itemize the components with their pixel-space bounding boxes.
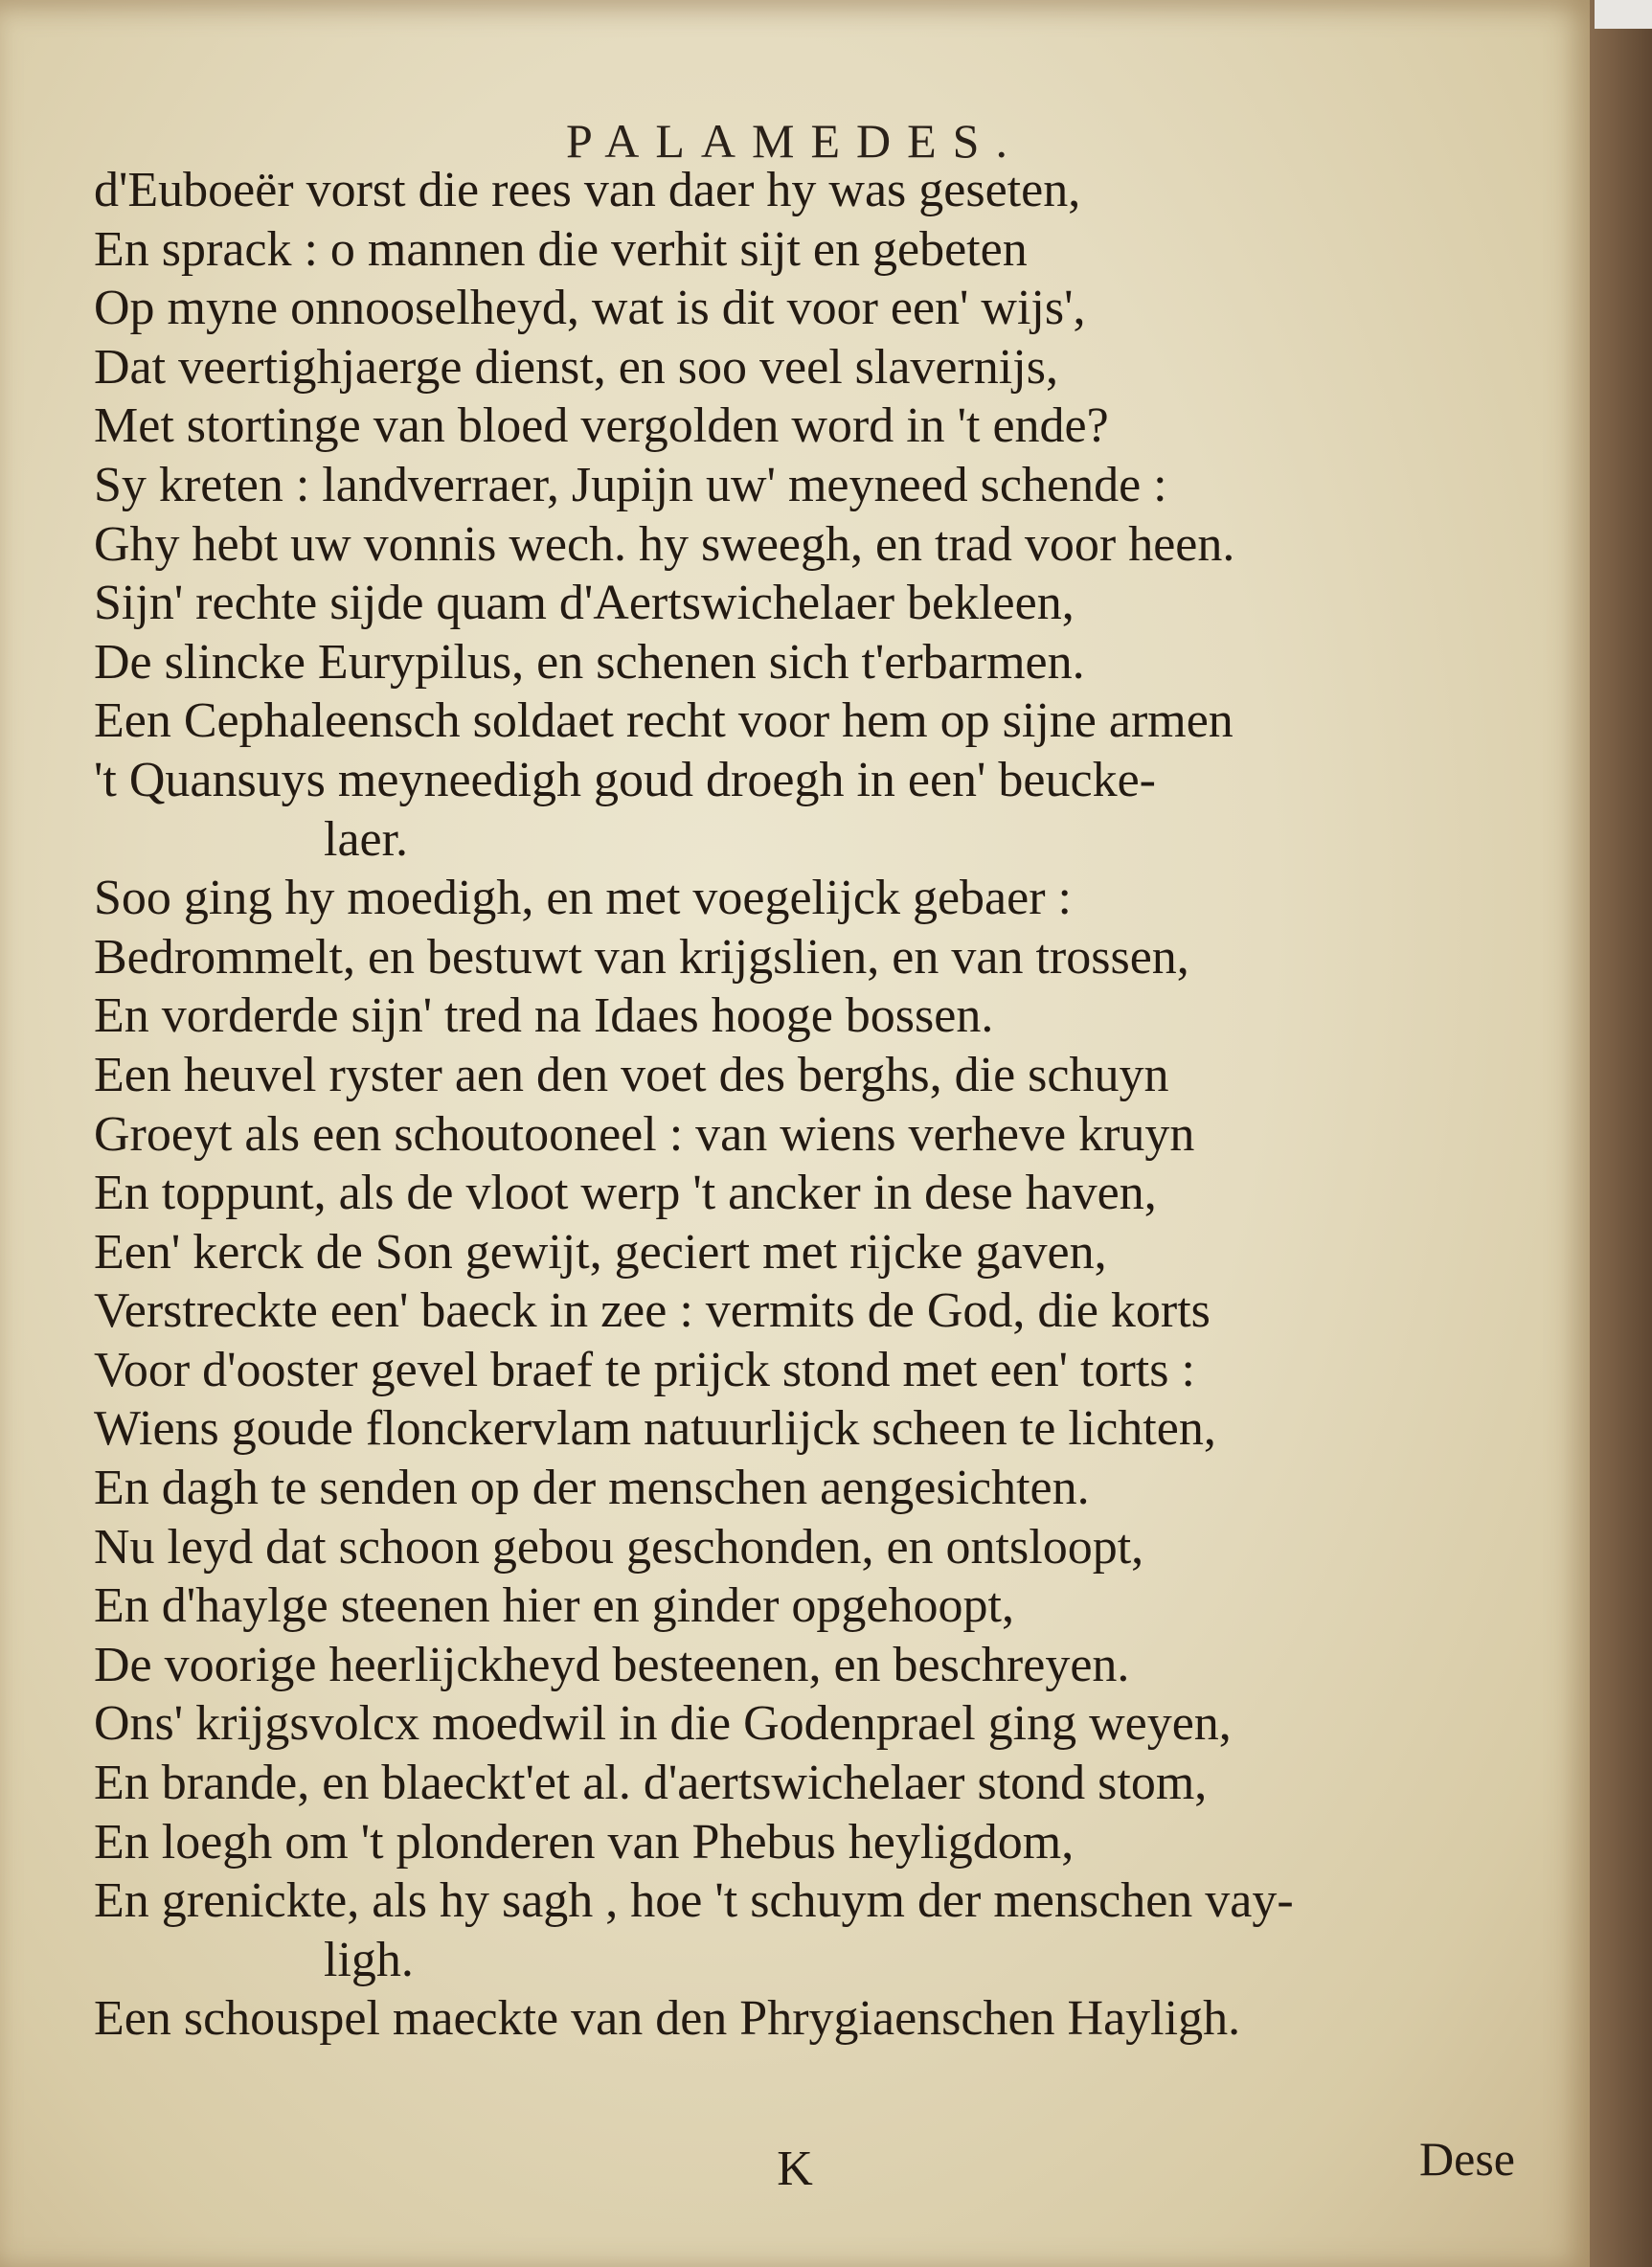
verse-line: En loegh om 't plonderen van Phebus heyligdom, <box>94 1814 1075 1870</box>
verse-line: Een Cephaleensch soldaet recht voor hem op sijne armen <box>94 693 1233 749</box>
verse-line: d'Euboeër vorst die rees van daer hy was geseten, <box>94 163 1081 217</box>
signature-mark: K <box>777 2142 813 2196</box>
verse-line: Groeyt als een schoutooneel : van wiens verheve kruyn <box>94 1106 1195 1162</box>
verse-line: Sijn' rechte sijde quam d'Aertswichelaer bekleen, <box>94 576 1075 631</box>
verse-line: Soo ging hy moedigh, en met voegelijck gebaer : <box>94 871 1072 926</box>
verse-line: En d'haylge steenen hier en ginder opgehoopt, <box>94 1578 1014 1634</box>
verse-line: En vorderde sijn' tred na Idaes hooge bossen. <box>94 988 994 1044</box>
background-strip <box>1595 0 1652 29</box>
verse-line: Dat veertighjaerge dienst, en soo veel slavernijs, <box>94 339 1058 395</box>
verse-line: Wiens goude flonckervlam natuurlijck scheen te lichten, <box>94 1401 1216 1457</box>
verse-line: ligh. <box>324 1932 414 1987</box>
verse-line: En toppunt, als de vloot werp 't ancker in dese haven, <box>94 1166 1157 1221</box>
verse-block <box>94 161 1569 2049</box>
verse-line: Een schouspel maeckte van den Phrygiaenschen Hayligh. <box>94 1991 1241 2047</box>
verse-line: De slincke Eurypilus, en schenen sich t'erbarmen. <box>94 634 1085 690</box>
verse-line: laer. <box>324 811 409 867</box>
verse-line: 't Quansuys meyneedigh goud droegh in een' beucke- <box>94 752 1156 807</box>
verse-line: Een' kerck de Son gewijt, geciert met rijcke gaven, <box>94 1224 1107 1280</box>
verse-line: Met stortinge van bloed vergolden word in 't ende? <box>94 398 1109 454</box>
verse-line: Op myne onnooselheyd, wat is dit voor een' wijs', <box>94 281 1086 336</box>
verse-line: Nu leyd dat schoon gebou geschonden, en ontsloopt, <box>94 1519 1144 1575</box>
verse-line: En grenickte, als hy sagh , hoe 't schuym der menschen vay- <box>94 1873 1294 1929</box>
book-spine-edge <box>1583 0 1652 2267</box>
catchword: Dese <box>1419 2132 1515 2186</box>
verse-line: Een heuvel ryster aen den voet des berghs, die schuyn <box>94 1047 1169 1102</box>
verse-line: Bedrommelt, en bestuwt van krijgslien, en van trossen, <box>94 929 1189 985</box>
verse-line: Verstreckte een' baeck in zee : vermits de God, die korts <box>94 1283 1211 1339</box>
verse-line: En brande, en blaeckt'et al. d'aertswichelaer stond stom, <box>94 1756 1208 1811</box>
verse-line: Sy kreten : landverraer, Jupijn uw' meyneed schende : <box>94 457 1167 512</box>
verse-line: En sprack : o mannen die verhit sijt en gebeten <box>94 221 1028 277</box>
verse-line: Voor d'ooster gevel braef te prijck stond met een' torts : <box>94 1342 1195 1397</box>
verse-line: De voorige heerlijckheyd besteenen, en beschreyen. <box>94 1637 1130 1692</box>
verse-line: Ons' krijgsvolcx moedwil in die Godenprael ging weyen, <box>94 1696 1232 1752</box>
verse-line: En dagh te senden op der menschen aengesichten. <box>94 1461 1090 1516</box>
running-title: PALAMEDES. <box>566 114 1024 168</box>
verse-line: Ghy hebt uw vonnis wech. hy sweegh, en trad voor heen. <box>94 516 1235 572</box>
